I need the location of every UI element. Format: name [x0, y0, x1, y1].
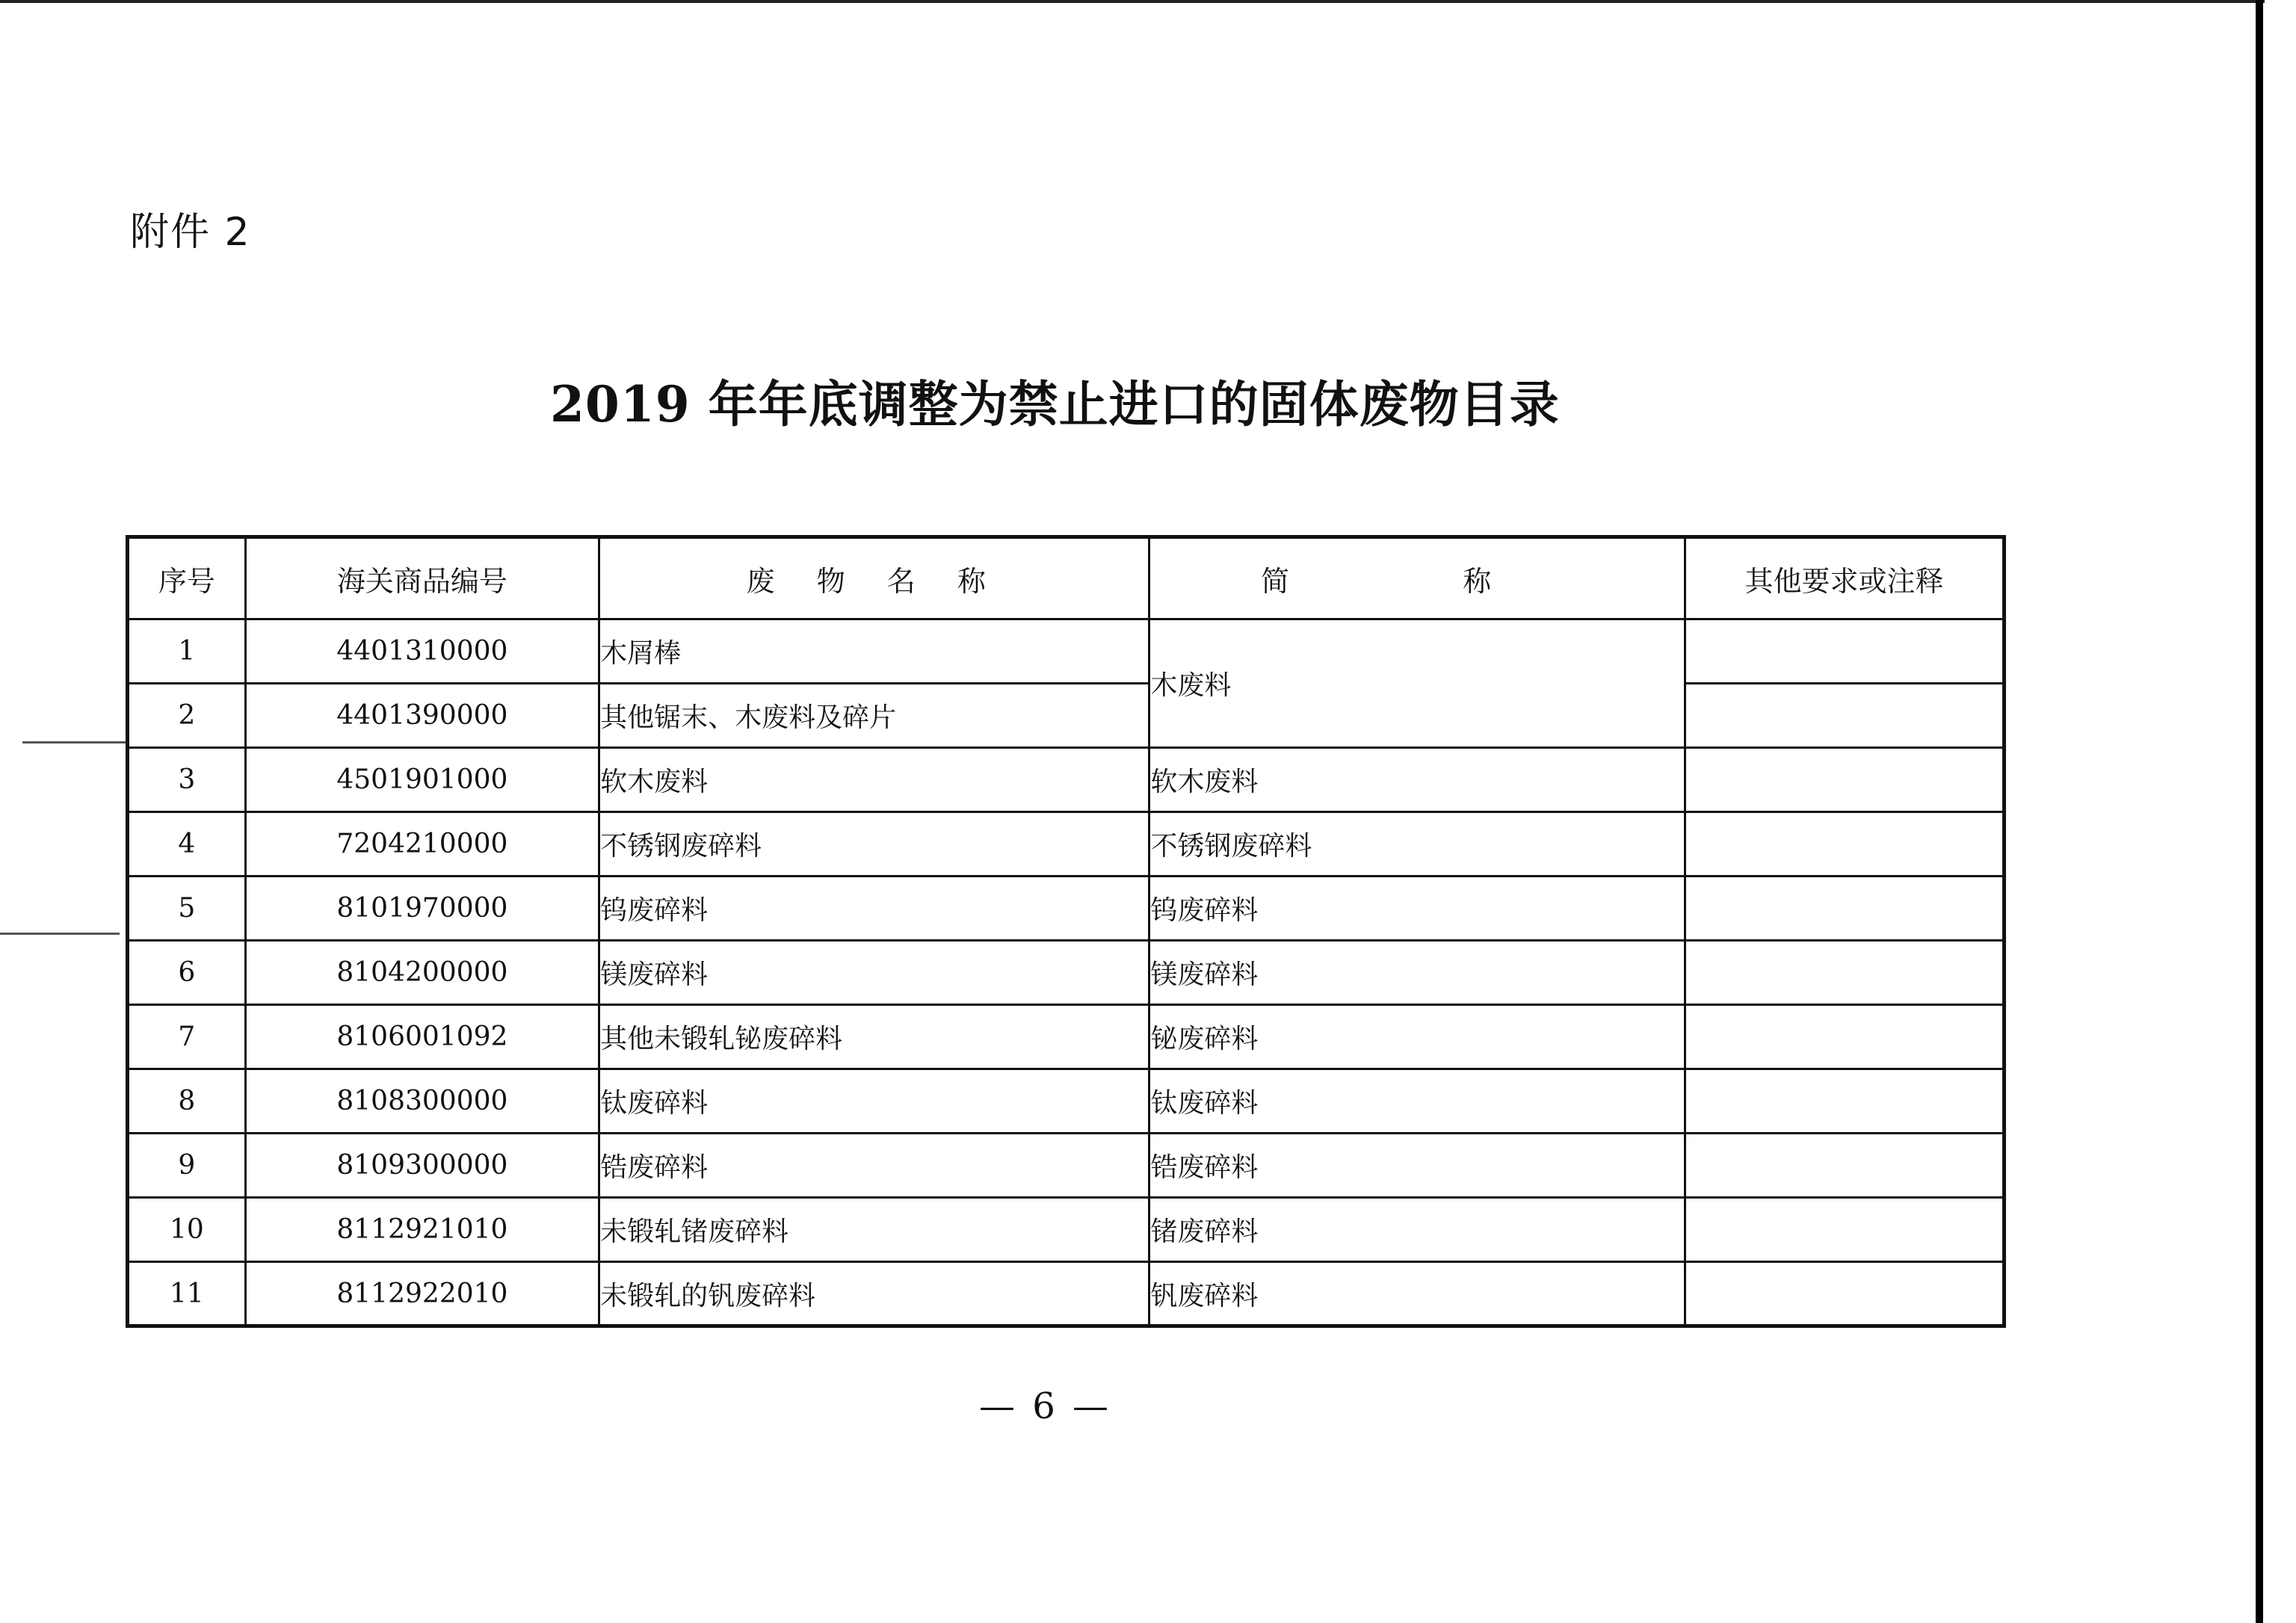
cell-name: 钨废碎料: [599, 877, 1149, 941]
cell-seq: 9: [128, 1134, 246, 1198]
cell-note: [1685, 1005, 2004, 1069]
table-row: [128, 1198, 2005, 1262]
cell-code: 4401390000: [245, 684, 599, 748]
header-notes: 其他要求或注释: [1685, 537, 2004, 619]
table-row: [128, 941, 2005, 1005]
cell-note: [1685, 1262, 2004, 1326]
cell-seq: 1: [128, 619, 246, 684]
cell-code: 8101970000: [245, 877, 599, 941]
cell-name: 其他未锻轧铋废碎料: [599, 1005, 1149, 1069]
cell-code: 8104200000: [245, 941, 599, 1005]
cell-seq: 6: [128, 941, 246, 1005]
cell-abbr: 软木废料: [1149, 748, 1685, 812]
scan-artifact: [22, 741, 127, 744]
cell-name: 镁废碎料: [599, 941, 1149, 1005]
scan-border-right: [2256, 0, 2263, 1623]
table-row: [128, 1262, 2005, 1326]
header-waste-name: 废 物 名 称: [599, 537, 1149, 619]
cell-seq: 11: [128, 1262, 246, 1326]
table-row: [128, 1069, 2005, 1134]
attachment-label: 附件 2: [130, 210, 251, 255]
cell-name: 木屑棒: [599, 619, 1149, 684]
cell-abbr: 钛废碎料: [1149, 1069, 1685, 1134]
cell-note: [1685, 1134, 2004, 1198]
table-row: [128, 877, 2005, 941]
table-row: [128, 812, 2005, 877]
scan-artifact: [0, 933, 120, 935]
cell-code: 8112922010: [245, 1262, 599, 1326]
cell-abbr: 不锈钢废碎料: [1149, 812, 1685, 877]
cell-abbr: 木废料: [1149, 619, 1685, 748]
cell-note: [1685, 1069, 2004, 1134]
cell-seq: 8: [128, 1069, 246, 1134]
cell-name: 不锈钢废碎料: [599, 812, 1149, 877]
cell-code: 8112921010: [245, 1198, 599, 1262]
cell-seq: 2: [128, 684, 246, 748]
cell-name: 软木废料: [599, 748, 1149, 812]
cell-abbr: 镁废碎料: [1149, 941, 1685, 1005]
cell-abbr: 锗废碎料: [1149, 1198, 1685, 1262]
cell-name: 未锻轧的钒废碎料: [599, 1262, 1149, 1326]
page-number: — 6 —: [979, 1385, 1112, 1427]
cell-abbr: 铋废碎料: [1149, 1005, 1685, 1069]
header-abbreviation: 简 称: [1149, 537, 1685, 619]
waste-catalog-table: [126, 535, 2006, 1328]
cell-note: [1685, 877, 2004, 941]
table-row: [128, 1005, 2005, 1069]
cell-note: [1685, 684, 2004, 748]
table-row: [128, 684, 2005, 748]
header-customs-code: 海关商品编号: [245, 537, 599, 619]
cell-code: 8106001092: [245, 1005, 599, 1069]
cell-code: 8108300000: [245, 1069, 599, 1134]
cell-code: 8109300000: [245, 1134, 599, 1198]
table-row: [128, 619, 2005, 684]
cell-code: 4501901000: [245, 748, 599, 812]
cell-note: [1685, 941, 2004, 1005]
cell-name: 锆废碎料: [599, 1134, 1149, 1198]
cell-abbr: 钨废碎料: [1149, 877, 1685, 941]
cell-note: [1685, 619, 2004, 684]
cell-abbr: 锆废碎料: [1149, 1134, 1685, 1198]
table-row: [128, 1134, 2005, 1198]
scan-border-top: [0, 0, 2265, 3]
cell-note: [1685, 748, 2004, 812]
header-seq: 序号: [128, 537, 246, 619]
table-row: [128, 748, 2005, 812]
cell-abbr: 钒废碎料: [1149, 1262, 1685, 1326]
cell-code: 7204210000: [245, 812, 599, 877]
cell-note: [1685, 812, 2004, 877]
cell-seq: 3: [128, 748, 246, 812]
cell-name: 未锻轧锗废碎料: [599, 1198, 1149, 1262]
cell-name: 钛废碎料: [599, 1069, 1149, 1134]
cell-seq: 5: [128, 877, 246, 941]
cell-seq: 4: [128, 812, 246, 877]
cell-name: 其他锯末、木废料及碎片: [599, 684, 1149, 748]
table-header-row: [128, 537, 2005, 619]
cell-seq: 10: [128, 1198, 246, 1262]
cell-code: 4401310000: [245, 619, 599, 684]
document-title: 2019 年年底调整为禁止进口的固体废物目录: [550, 375, 1560, 433]
cell-note: [1685, 1198, 2004, 1262]
cell-seq: 7: [128, 1005, 246, 1069]
